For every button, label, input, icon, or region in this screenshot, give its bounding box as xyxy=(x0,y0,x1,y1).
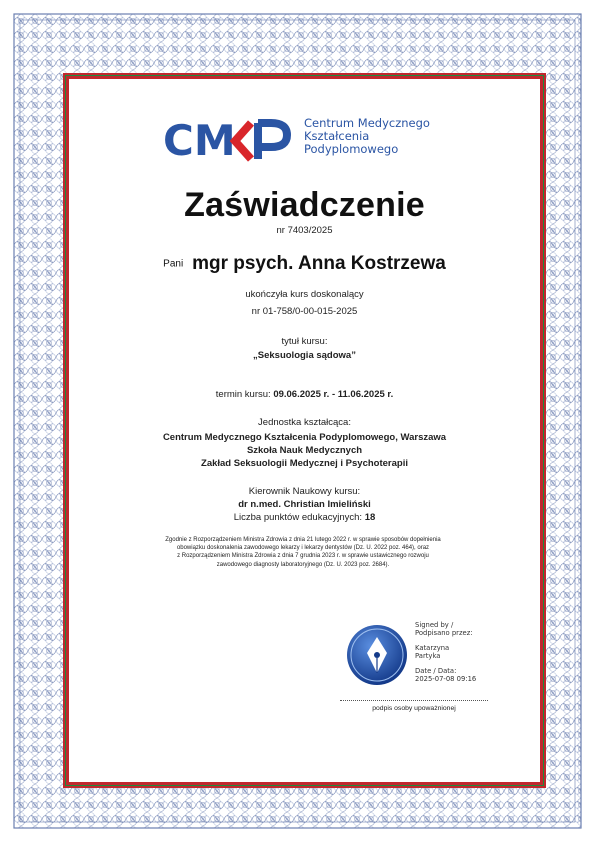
unit-line-3: Zakład Seksuologii Medycznej i Psychoterapii xyxy=(201,458,408,469)
svg-text:CM: CM xyxy=(163,116,236,163)
document-title: Zaświadczenie xyxy=(184,186,425,224)
number-prefix: nr xyxy=(276,225,288,236)
cmkp-logo xyxy=(163,115,463,165)
legal-line-3: z Rozporządzeniem Ministra Zdrowia z dnia 7 grudnia 2023 r. w sprawie ustawicznego rozwoju xyxy=(177,553,429,560)
signed-by-line: Signed by / xyxy=(415,621,454,629)
head-name: dr n.med. Christian Imieliński xyxy=(238,499,371,510)
logo-line-2: Kształcenia xyxy=(304,129,370,143)
certificate-body xyxy=(68,78,541,783)
legal-line-2: obowiązku doskonalenia zawodowego lekarzy i lekarzy dentystów (Dz. U. 2022 poz. 464), oraz xyxy=(176,545,430,552)
points-value: 18 xyxy=(364,512,376,523)
points-label: Liczba punktów edukacyjnych: xyxy=(233,512,365,523)
term-label: termin kursu: xyxy=(215,389,274,400)
signature-details xyxy=(415,621,476,683)
unit-line-2: Szkoła Nauk Medycznych xyxy=(246,445,363,456)
course-term xyxy=(68,389,541,400)
number-value: 7403/2025 xyxy=(287,225,333,236)
logo-text xyxy=(304,117,430,156)
course-title-label: tytuł kursu: xyxy=(281,336,328,347)
signed-by-line-pl: Podpisano przez: xyxy=(415,629,473,638)
term-value: 09.06.2025 r. - 11.06.2025 r. xyxy=(273,389,394,400)
unit-label: Jednostka kształcąca: xyxy=(258,417,351,428)
unit-line-1: Centrum Medycznego Kształcenia Podyplomowego, Warszawa xyxy=(162,432,447,443)
course-title: „Seksuologia sądowa” xyxy=(253,350,356,361)
recipient-prefix: Pani xyxy=(163,258,184,270)
legal-line-4: zawodowego diagnosty laboratoryjnego (Dz. U. 2023 poz. 2684). xyxy=(216,561,390,568)
cmkp-logo-mark xyxy=(163,115,303,163)
education-points xyxy=(68,512,541,523)
signer-last-name: Partyka xyxy=(415,652,441,661)
recipient-name: mgr psych. Anna Kostrzewa xyxy=(192,253,446,274)
logo-line-3: Podyplomowego xyxy=(304,142,399,156)
course-number: nr 01-758/0-00-015-2025 xyxy=(251,306,358,317)
signer-first-name: Katarzyna xyxy=(415,643,450,652)
signature-seal-icon xyxy=(345,623,409,687)
completed-text: ukończyła kurs doskonalący xyxy=(245,289,364,300)
recipient-line xyxy=(68,253,541,275)
signature-line xyxy=(340,700,488,701)
logo-line-1: Centrum Medycznego xyxy=(304,116,430,130)
sign-date: 2025-07-08 09:16 xyxy=(415,675,477,684)
date-label: Date / Data: xyxy=(415,666,457,675)
legal-basis xyxy=(113,536,493,569)
head-label: Kierownik Naukowy kursu: xyxy=(248,486,361,497)
certificate-number xyxy=(68,225,541,236)
signature-caption: podpis osoby upoważnionej xyxy=(372,705,456,712)
legal-line-1: Zgodnie z Rozporządzeniem Ministra Zdrowia z dnia 21 lutego 2022 r. w sprawie sposobów dopełnienia xyxy=(165,537,441,543)
